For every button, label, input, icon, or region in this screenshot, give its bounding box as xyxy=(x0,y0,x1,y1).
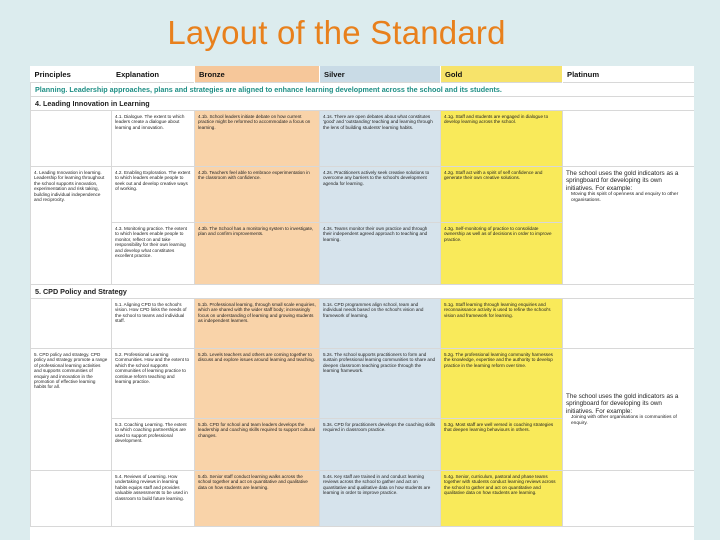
section4-heading: 4. Leading Innovation in Learning xyxy=(31,97,695,111)
header-row xyxy=(31,66,695,83)
bronze-cell: 4.1b. School leaders initiate debate on how current practice might be reformed to accommodate a focus on learning. xyxy=(195,111,320,167)
principle-cell: 4. Leading Innovation in learning. Leadership for learning throughout the school supports innovation, experimentation and risk taking, building individual independence and reciprocity. xyxy=(31,167,112,285)
explanation-cell: 5.4. Reviews of Learning. How undertaking reviews in learning habits equips staff and provides valuable assessments to be used in classroom to build future learning. xyxy=(112,471,195,527)
planning-banner: Planning. Leadership approaches, plans and strategies are aligned to enhance learning development across the school and its students. xyxy=(31,83,695,97)
platinum-text: The school uses the gold indicators as a springboard for developing its own initiatives. For example: xyxy=(566,392,679,415)
gold-cell: 4.1g. Staff and students are engaged in dialogue to develop learning across the school. xyxy=(441,111,563,167)
principle-cell xyxy=(31,299,112,349)
silver-cell: 5.2s. The school supports practitioners to form and sustain professional learning communities to share and deepen classroom teaching practice through the learning framework. xyxy=(320,349,441,419)
standard-document xyxy=(30,66,694,540)
platinum-cell xyxy=(563,167,695,285)
gold-cell: 4.3g. Self-monitoring of practice to consolidate ownership as well as of decisions in order to improve practice. xyxy=(441,223,563,285)
bronze-cell: 4.2b. Teachers feel able to embrace experimentation in the classroom with confidence. xyxy=(195,167,320,223)
bronze-cell: 5.1b. Professional learning, through small scale enquiries, which are shared with the wider staff body; increasingly focus on understanding of learning and growing students as independent learners. xyxy=(195,299,320,349)
header-silver: Silver xyxy=(320,66,441,83)
silver-cell: 5.3s. CPD for practitioners develops the coaching skills required in classroom practice. xyxy=(320,419,441,471)
platinum-cell xyxy=(563,471,695,527)
platinum-text: The school uses the gold indicators as a springboard for developing its own initiatives. For example: xyxy=(566,170,679,192)
table-row xyxy=(31,471,695,527)
bronze-cell: 5.4b. Senior staff conduct learning walks across the school together and act on quantitative and qualitative data on how students are learning. xyxy=(195,471,320,527)
banner-row xyxy=(31,83,695,97)
principle-cell xyxy=(31,471,112,527)
bronze-cell: 5.3b. CPD for school and team leaders develops the leadership and coaching skills required to support cultural changes. xyxy=(195,419,320,471)
table-row xyxy=(31,111,695,167)
gold-cell: 4.2g. Staff act with a spirit of self confidence and generate their own creative solutions. xyxy=(441,167,563,223)
silver-cell: 4.3s. Teams monitor their own practice and through their independent agreed approach to teaching and learning. xyxy=(320,223,441,285)
header-explanation: Explanation xyxy=(112,66,195,83)
explanation-cell: 4.3. Monitoring practice. The extent to which leaders enable people to monitor, reflect on and take responsibility for their own learning and develop what constitutes excellent practice. xyxy=(112,223,195,285)
silver-cell: 4.2s. Practitioners actively seek creative solutions to overcome any barriers to the school's development agenda for learning. xyxy=(320,167,441,223)
silver-cell: 5.4s. Key staff are trained in and conduct learning reviews across the school to gather and act on quantitative and qualitative data on how students are learning in order to improve practice. xyxy=(320,471,441,527)
silver-cell: 4.1s. There are open debates about what constitutes 'good' and 'outstanding' teaching and learning through the lens of building students' learning habits. xyxy=(320,111,441,167)
bronze-cell: 5.2b. Levels teachers and others are coming together to discuss and explore issues around learning and teaching. xyxy=(195,349,320,419)
header-gold: Gold xyxy=(441,66,563,83)
platinum-bullet: Joining with other organisations in communities of enquiry. xyxy=(571,415,677,426)
section5-heading: 5. CPD Policy and Strategy xyxy=(31,285,695,299)
gold-cell: 5.1g. Staff learning through learning enquiries and reconnaissance activity is used to refine the school's vision and framework for learning. xyxy=(441,299,563,349)
explanation-cell: 5.3. Coaching Learning. The extent to which coaching partnerships are used to support professional development. xyxy=(112,419,195,471)
explanation-cell: 4.2. Enabling Exploration. The extent to which leaders enable people to seek out and develop creative ways of working. xyxy=(112,167,195,223)
gold-cell: 5.4g. Senior, curriculum, pastoral and phase teams together with students conduct learning reviews across the school to gather and act on quantitative and qualitative data on how students are learning. xyxy=(441,471,563,527)
principle-cell xyxy=(31,111,112,167)
table-row xyxy=(31,299,695,349)
table-row xyxy=(31,167,695,223)
silver-cell: 5.1s. CPD programmes align school, team and individual needs based on the school's vision and framework of learning. xyxy=(320,299,441,349)
platinum-cell xyxy=(563,299,695,349)
gold-cell: 5.3g. Most staff are well versed in coaching strategies that deepen learning behaviours in others. xyxy=(441,419,563,471)
platinum-cell xyxy=(563,111,695,167)
table-row xyxy=(31,349,695,419)
header-platinum: Platinum xyxy=(563,66,695,83)
header-bronze: Bronze xyxy=(195,66,320,83)
platinum-cell xyxy=(563,349,695,471)
section5-heading-row xyxy=(31,285,695,299)
section4-heading-row xyxy=(31,97,695,111)
slide-title: Layout of the Standard xyxy=(167,14,506,51)
bronze-cell: 4.3b. The School has a monitoring system to investigate, plan and confirm improvements. xyxy=(195,223,320,285)
platinum-bullet: Moving this spirit of openness and enquiry to other organisations. xyxy=(571,192,679,203)
explanation-cell: 5.2. Professional Learning Communities. How and the extent to which the school supports communities of learning practice to continue reform teaching and learning practice. xyxy=(112,349,195,419)
explanation-cell: 4.1. Dialogue. The extent to which leaders create a dialogue about learning and innovation. xyxy=(112,111,195,167)
explanation-cell: 5.1. Aligning CPD to the school's vision. How CPD links the needs of the school to teams and individual staff. xyxy=(112,299,195,349)
header-principles: Principles xyxy=(31,66,112,83)
gold-cell: 5.2g. The professional learning community harnesses the knowledge, expertise and the authority to develop practice in the learning reform over time. xyxy=(441,349,563,419)
standard-table xyxy=(30,66,694,527)
principle-cell: 5. CPD policy and strategy. CPD policy and strategy promote a range of professional learning activities and supports communities of enquiry and innovation in the promotion of effective learning habits for all. xyxy=(31,349,112,471)
